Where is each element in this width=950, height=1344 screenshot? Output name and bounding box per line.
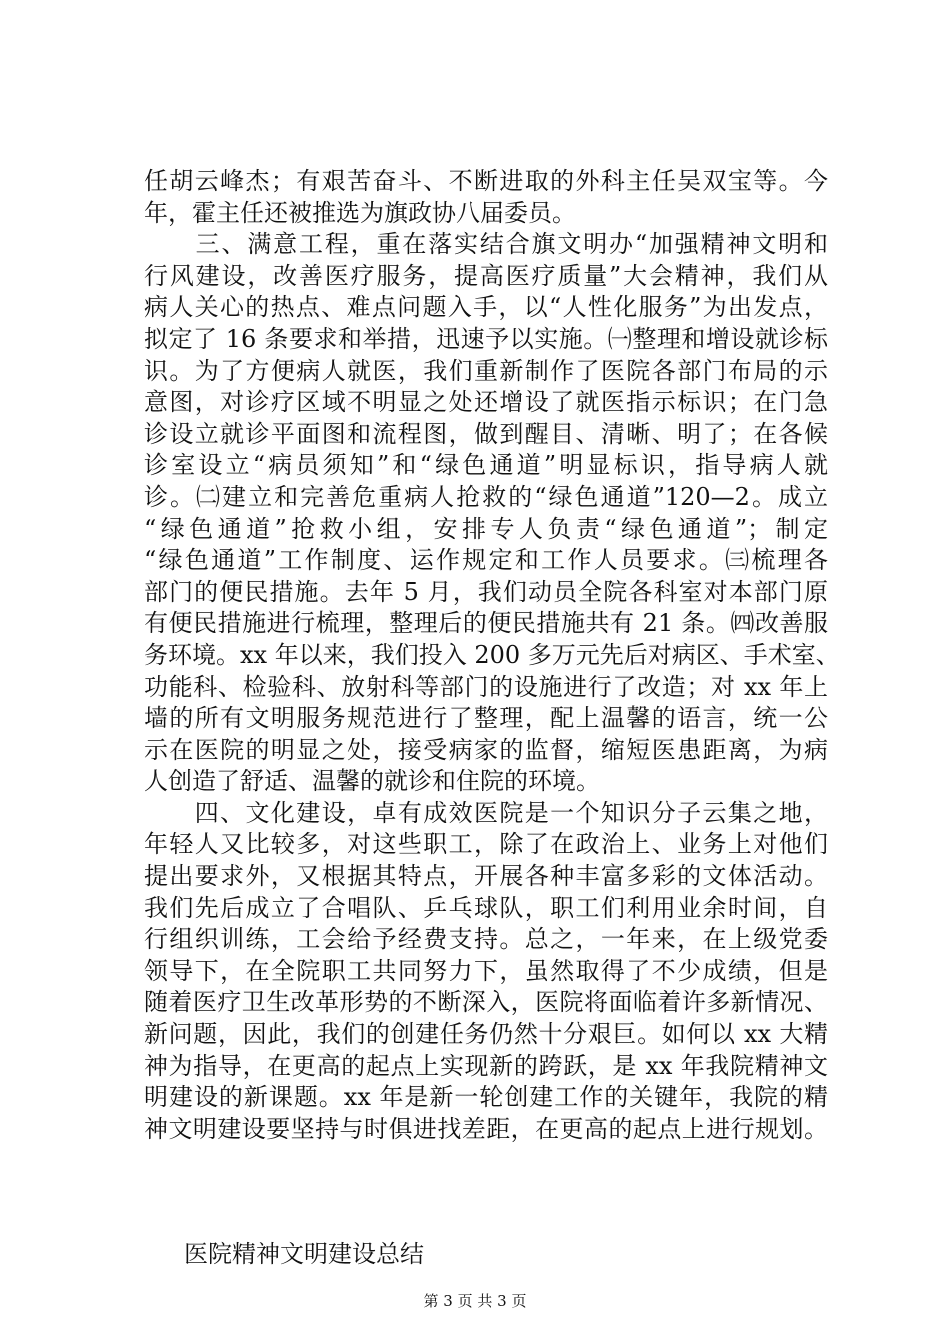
text-line: 务环境。xx 年以来，我们投入 200 多万元先后对病区、手术室、: [144, 640, 840, 669]
text-line: 有便民措施进行梳理，整理后的便民措施共有 21 条。㈣改善服: [144, 609, 828, 638]
text-line: 人创造了舒适、温馨的就诊和住院的环境。: [144, 767, 600, 796]
text-line: “绿色通道”工作制度、运作规定和工作人员要求。㈢梳理各: [144, 546, 828, 575]
text-line: 示在医院的明显之处，接受病家的监督，缩短医患距离，为病: [144, 735, 828, 764]
text-line: 年轻人又比较多，对这些职工，除了在政治上、业务上对他们: [144, 830, 828, 859]
text-line: 明建设的新课题。xx 年是新一轮创建工作的关键年，我院的精: [144, 1083, 828, 1112]
text-line: 神为指导，在更高的起点上实现新的跨跃，是 xx 年我院精神文: [144, 1051, 828, 1080]
text-line: 行风建设，改善医疗服务，提高医疗质量”大会精神，我们从: [144, 261, 828, 290]
text-line: 提出要求外，又根据其特点，开展各种丰富多彩的文体活动。: [144, 862, 828, 891]
text-line: 病人关心的热点、难点问题入手，以“人性化服务”为出发点，: [144, 293, 828, 322]
text-line: 领导下，在全院职工共同努力下，虽然取得了不少成绩，但是: [144, 956, 828, 985]
text-line: 功能科、检验科、放射科等部门的设施进行了改造；对 xx 年上: [144, 672, 828, 701]
text-line: “绿色通道”抢救小组，安排专人负责“绿色通道”；制定: [144, 514, 828, 543]
text-line: 任胡云峰杰；有艰苦奋斗、不断进取的外科主任吴双宝等。今: [144, 167, 828, 195]
text-line: 拟定了 16 条要求和举措，迅速予以实施。㈠整理和增设就诊标: [144, 324, 828, 353]
text-line: 新问题，因此，我们的创建任务仍然十分艰巨。如何以 xx 大精: [144, 1020, 828, 1049]
text-line: 意图，对诊疗区域不明显之处还增设了就医指示标识；在门急: [144, 388, 828, 417]
text-line: 墙的所有文明服务规范进行了整理，配上温馨的语言，统一公: [144, 704, 828, 733]
text-line: 诊设立就诊平面图和流程图，做到醒目、清晰、明了；在各候: [144, 419, 828, 448]
text-line: 诊室设立“病员须知”和“绿色通道”明显标识，指导病人就: [144, 451, 828, 480]
text-line: 年，霍主任还被推选为旗政协八届委员。: [144, 198, 576, 227]
text-line: 随着医疗卫生改革形势的不断深入，医院将面临着许多新情况、: [144, 988, 828, 1017]
text-line: 行组织训练，工会给予经费支持。总之，一年来，在上级党委: [144, 925, 828, 954]
page-footer: 第 3 页 共 3 页: [423, 1292, 527, 1310]
text-line: 识。为了方便病人就医，我们重新制作了医院各部门布局的示: [144, 356, 828, 385]
document-body: [144, 166, 840, 1145]
text-line: 四、文化建设，卓有成效医院是一个知识分子云集之地，: [144, 798, 828, 827]
text-line: 三、满意工程，重在落实结合旗文明办“加强精神文明和: [144, 230, 828, 259]
text-line: 部门的便民措施。去年 5 月，我们动员全院各科室对本部门原: [144, 577, 828, 606]
text-line: 我们先后成立了合唱队、乒乓球队，职工们利用业余时间，自: [144, 893, 828, 922]
text-line: 神文明建设要坚持与时俱进找差距，在更高的起点上进行规划。: [144, 1114, 828, 1143]
document-title: 医院精神文明建设总结: [184, 1240, 424, 1268]
text-line: 诊。㈡建立和完善危重病人抢救的“绿色通道”120—2。成立: [144, 482, 828, 511]
